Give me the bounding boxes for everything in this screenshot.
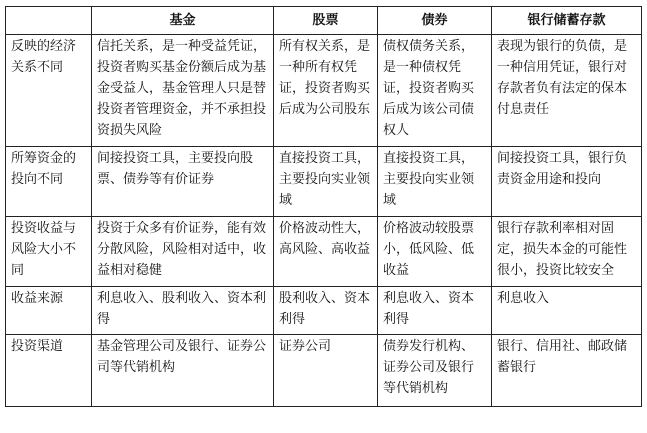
- cell-bond: 直接投资工具，主要投向实业领域: [378, 147, 492, 217]
- row-label: 反映的经济关系不同: [6, 35, 92, 147]
- table-row: [6, 335, 642, 407]
- cell-bond: 价格波动较股票小，低风险、低收益: [378, 217, 492, 287]
- row-label: 投资渠道: [6, 335, 92, 407]
- cell-stock: 证券公司: [274, 335, 378, 407]
- cell-bond: 债券发行机构、证券公司及银行等代销机构: [378, 335, 492, 407]
- header-fund: 基金: [92, 7, 274, 35]
- header-bond: 债券: [378, 7, 492, 35]
- cell-fund: 利息收入、股利收入、资本利得: [92, 287, 274, 335]
- row-label: 投资收益与风险大小不同: [6, 217, 92, 287]
- cell-bank-deposit: 银行存款利率相对固定，损失本金的可能性很小，投资比较安全: [492, 217, 642, 287]
- table-row: [6, 217, 642, 287]
- cell-bank-deposit: 银行、信用社、邮政储蓄银行: [492, 335, 642, 407]
- comparison-table: [5, 6, 642, 407]
- table-row: [6, 147, 642, 217]
- table-row: [6, 287, 642, 335]
- cell-fund: 信托关系，是一种受益凭证，投资者购买基金份额后成为基金受益人，基金管理人只是替投资者管理资金，并不承担投资损失风险: [92, 35, 274, 147]
- cell-bank-deposit: 利息收入: [492, 287, 642, 335]
- header-bank-deposit: 银行储蓄存款: [492, 7, 642, 35]
- cell-bank-deposit: 表现为银行的负债，是一种信用凭证，银行对存款者负有法定的保本付息责任: [492, 35, 642, 147]
- cell-stock: 直接投资工具，主要投向实业领域: [274, 147, 378, 217]
- header-corner-cell: [6, 7, 92, 35]
- cell-fund: 基金管理公司及银行、证券公司等代销机构: [92, 335, 274, 407]
- header-row: [6, 7, 642, 35]
- cell-stock: 价格波动性大，高风险、高收益: [274, 217, 378, 287]
- cell-bond: 债权债务关系，是一种债权凭证，投资者购买后成为该公司债权人: [378, 35, 492, 147]
- table-row: [6, 35, 642, 147]
- cell-stock: 股利收入、资本利得: [274, 287, 378, 335]
- cell-fund: 投资于众多有价证券，能有效分散风险，风险相对适中，收益相对稳健: [92, 217, 274, 287]
- cell-stock: 所有权关系，是一种所有权凭证，投资者购买后成为公司股东: [274, 35, 378, 147]
- header-stock: 股票: [274, 7, 378, 35]
- cell-fund: 间接投资工具，主要投向股票、债券等有价证券: [92, 147, 274, 217]
- row-label: 所筹资金的投向不同: [6, 147, 92, 217]
- row-label: 收益来源: [6, 287, 92, 335]
- cell-bank-deposit: 间接投资工具，银行负责资金用途和投向: [492, 147, 642, 217]
- cell-bond: 利息收入、资本利得: [378, 287, 492, 335]
